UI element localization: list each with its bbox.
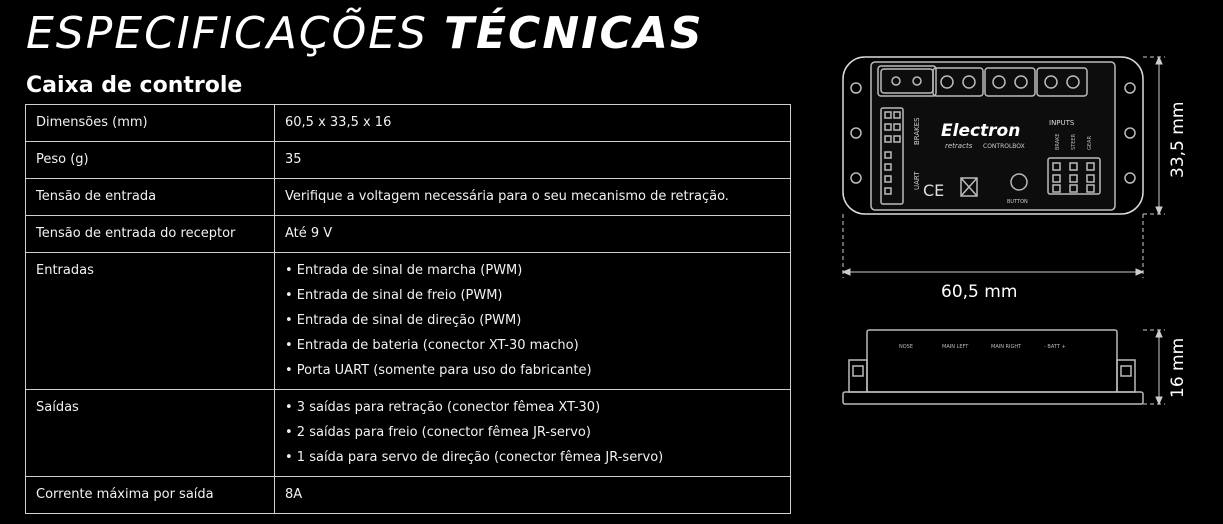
- spec-value: 8A: [275, 477, 791, 514]
- side-label-main-left: MAIN LEFT: [942, 344, 969, 350]
- spec-value: Verifique a voltagem necessária para o seu mecanismo de retração.: [275, 179, 791, 216]
- spec-value: 60,5 x 33,5 x 16: [275, 105, 791, 142]
- width-dimension: 60,5 mm: [941, 282, 1018, 302]
- height-dimension: 33,5 mm: [1168, 101, 1188, 178]
- brand-sub: retracts: [945, 142, 973, 150]
- spec-label: [26, 390, 275, 477]
- spec-label: Corrente máxima por saída: [26, 477, 275, 514]
- uart-label: UART: [913, 171, 921, 190]
- brand-logo: Electron: [941, 121, 1021, 141]
- spec-row: [26, 142, 791, 179]
- heading-light: ESPECIFICAÇÕES: [26, 8, 428, 59]
- spec-row: [26, 216, 791, 253]
- spec-value-item: • Porta UART (somente para uso do fabricante): [285, 363, 592, 378]
- spec-value-item: • 3 saídas para retração (conector fêmea XT-30): [285, 400, 601, 415]
- input-pin-steer: STEER: [1071, 133, 1077, 150]
- spec-label: Dimensões (mm): [26, 105, 275, 142]
- controlbox-diagram: [823, 0, 1223, 524]
- side-label-main-right: MAIN RIGHT: [991, 344, 1022, 350]
- spec-value-item: • Entrada de bateria (conector XT-30 macho): [285, 338, 579, 353]
- spec-row: [26, 253, 791, 390]
- spec-label: Tensão de entrada do receptor: [26, 216, 275, 253]
- inputs-label: INPUTS: [1049, 119, 1075, 127]
- spec-label-text: Entradas: [36, 263, 94, 278]
- ce-mark: CE: [923, 181, 945, 200]
- input-pin-gear: GEAR: [1087, 136, 1093, 150]
- side-label-nose: NOSE: [899, 344, 914, 350]
- brakes-label: BRAKES: [913, 117, 921, 145]
- side-view: [843, 330, 1143, 404]
- spec-value-item: • 1 saída para servo de direção (conector fêmea JR-servo): [285, 450, 664, 465]
- spec-value-item: • Entrada de sinal de freio (PWM): [285, 288, 503, 303]
- spec-value: 35: [275, 142, 791, 179]
- spec-value: [275, 253, 791, 390]
- depth-dimension: 16 mm: [1168, 337, 1188, 398]
- spec-row: [26, 105, 791, 142]
- model-label: CONTROLBOX: [983, 143, 1025, 150]
- spec-label: [26, 253, 275, 390]
- spec-table: [25, 104, 791, 514]
- spec-label-text: Saídas: [36, 400, 79, 415]
- spec-value: [275, 390, 791, 477]
- spec-label: Tensão de entrada: [26, 179, 275, 216]
- page-heading: [26, 8, 704, 60]
- spec-label: Peso (g): [26, 142, 275, 179]
- spec-value-item: • Entrada de sinal de direção (PWM): [285, 313, 522, 328]
- spec-value-item: • Entrada de sinal de marcha (PWM): [285, 263, 523, 278]
- spec-value-item: • 2 saídas para freio (conector fêmea JR-servo): [285, 425, 591, 440]
- spec-row: [26, 179, 791, 216]
- spec-value: Até 9 V: [275, 216, 791, 253]
- input-pin-brake: BRAKE: [1055, 133, 1061, 150]
- spec-row: [26, 477, 791, 514]
- side-label-batt: - BATT +: [1044, 344, 1066, 350]
- section-title: Caixa de controle: [26, 73, 243, 98]
- button-label: BUTTON: [1007, 199, 1028, 205]
- heading-bold: TÉCNICAS: [443, 8, 704, 59]
- spec-row: [26, 390, 791, 477]
